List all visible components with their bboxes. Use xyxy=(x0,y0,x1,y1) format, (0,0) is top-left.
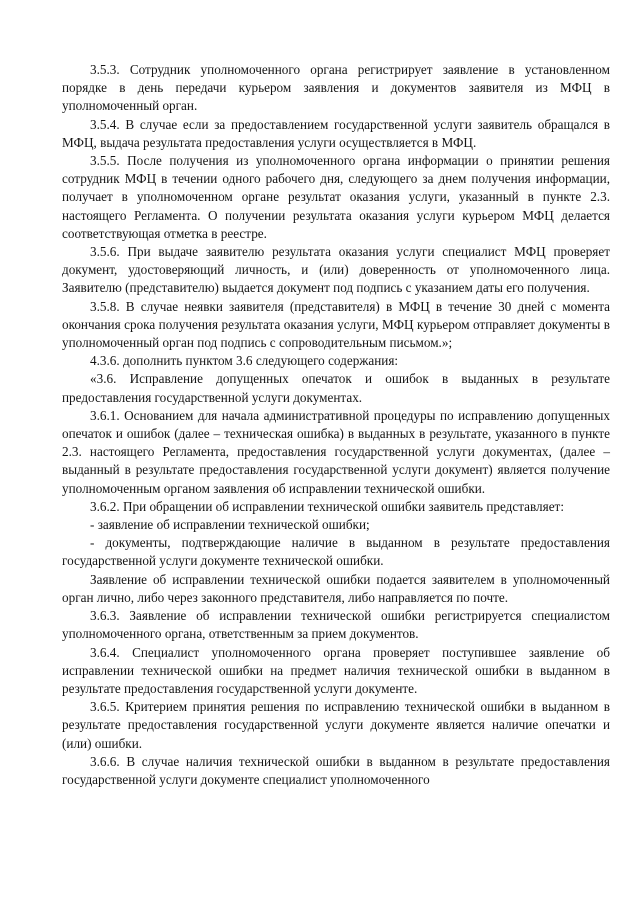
paragraph-3-6-1: 3.6.1. Основанием для начала административной процедуры по исправлению допущенных опечаток и ошибок (далее – техническая ошибка) в выданных в результате, указанного в пункте 2.3. настоящего Регламента, предоставления государственной услуги документах, (далее – выданный в результате предоставления государственной услуги документ) является получение уполномоченным органом заявления об исправлении технической ошибки. xyxy=(62,407,610,496)
paragraph-3-5-5: 3.5.5. После получения из уполномоченного органа информации о принятии решения сотрудник МФЦ в течении одного рабочего дня, следующего за днем получения информации, получает в уполномоченном органе результат оказания услуги, указанный в пункте 2.3. настоящего Регламента. О получении результата оказания услуги курьером МФЦ делается соответствующая отметка в реестре. xyxy=(62,153,610,241)
paragraph-3-5-3: 3.5.3. Сотрудник уполномоченного органа регистрирует заявление в установленном порядке в день передачи курьером заявления и документов заявителя из МФЦ в уполномоченный орган. xyxy=(62,62,610,114)
list-item-documents: - документы, подтверждающие наличие в выданном в результате предоставления государственной услуги документе технической ошибки. xyxy=(62,535,610,569)
paragraph-3-5-4: 3.5.4. В случае если за предоставлением государственной услуги заявитель обращался в МФЦ, выдача результата предоставления услуги осуществляется в МФЦ. xyxy=(62,116,610,150)
paragraph-application-submission: Заявление об исправлении технической ошибки подается заявителем в уполномоченный орган лично, либо через законного представителя, либо направляется по почте. xyxy=(62,571,610,605)
paragraph-3-5-6: 3.5.6. При выдаче заявителю результата оказания услуги специалист МФЦ проверяет документ, удостоверяющий личность, и (или) доверенность от уполномоченного лица. Заявителю (представителю) выдается документ под подпись с указанием даты его получения. xyxy=(62,244,610,296)
paragraph-3-6-3: 3.6.3. Заявление об исправлении технической ошибки регистрируется специалистом уполномоченного органа, ответственным за прием документов. xyxy=(62,608,610,642)
paragraph-3-6-5: 3.6.5. Критерием принятия решения по исправлению технической ошибки в выданном в результате предоставления государственной услуги документе является наличие опечатки и (или) ошибки. xyxy=(62,699,610,751)
list-item-application: - заявление об исправлении технической ошибки; xyxy=(90,517,370,533)
paragraph-4-3-6: 4.3.6. дополнить пунктом 3.6 следующего содержания: xyxy=(90,353,399,369)
paragraph-3-6-6: 3.6.6. В случае наличия технической ошибки в выданном в результате предоставления государственной услуги документе специалист уполномоченного xyxy=(62,753,610,787)
paragraph-3-6-2: 3.6.2. При обращении об исправлении технической ошибки заявитель представляет: xyxy=(90,498,564,514)
paragraph-3-6-4: 3.6.4. Специалист уполномоченного органа проверяет поступившее заявление об исправлении технической ошибки на предмет наличия технической ошибки в выданном в результате предоставления государственной услуги документе. xyxy=(62,644,610,696)
paragraph-3-6-heading: «3.6. Исправление допущенных опечаток и ошибок в выданных в результате предоставления государственной услуги документах. xyxy=(62,371,610,405)
document-page xyxy=(62,61,610,789)
paragraph-3-5-8: 3.5.8. В случае неявки заявителя (представителя) в МФЦ в течение 30 дней с момента окончания срока получения результата оказания услуги, МФЦ курьером отправляет документы в уполномоченный орган под подпись с сопроводительным письмом.»; xyxy=(62,298,610,351)
